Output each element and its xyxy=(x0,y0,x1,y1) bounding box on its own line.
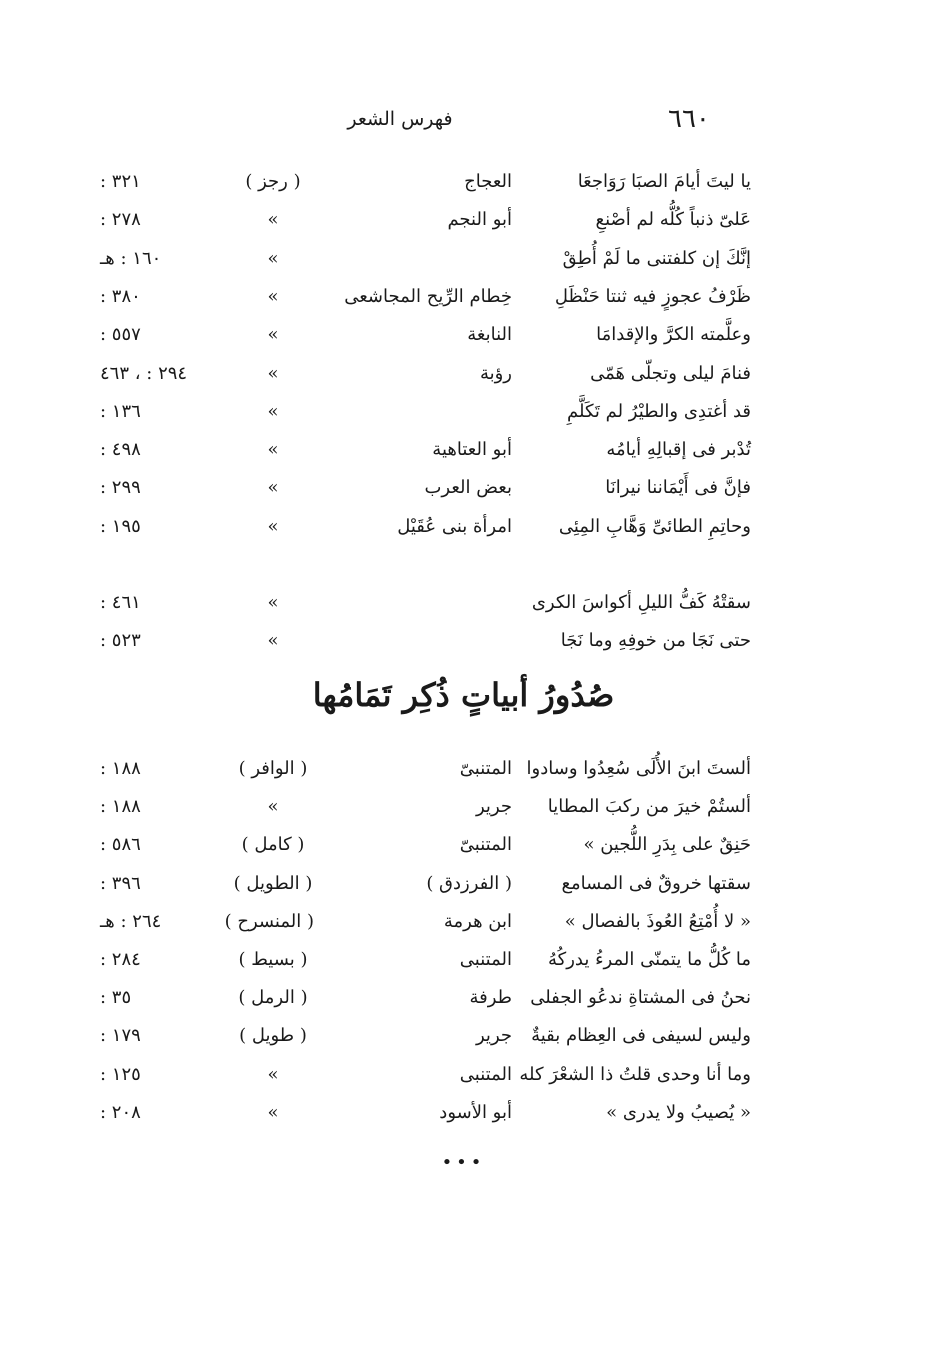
poet-name: بعض العرب xyxy=(424,477,512,499)
meter-label: » xyxy=(267,209,279,231)
end-ornament: ••• xyxy=(441,1152,486,1173)
verse-text: تُدْبر فى إقبالِهِ أيامُه xyxy=(606,439,751,461)
page-reference: ٥٥٧ : xyxy=(100,324,141,346)
page-reference: ١٨٨ : xyxy=(100,758,141,779)
verse-text: « يُصيبُ ولا يدرى » xyxy=(606,1101,751,1123)
poet-name: النابغة xyxy=(467,324,512,346)
verse-text: يا ليتَ أيامَ الصبَا رَوَاجعَا xyxy=(577,171,751,192)
verse-text: فنامَ ليلى وتجلّى هَمّى xyxy=(590,362,751,384)
meter-label: » xyxy=(267,592,279,613)
verse-text: حَنِقٌ على بِدَرِ اللُّجين » xyxy=(583,834,751,856)
page-reference: ٢٩٩ : xyxy=(100,477,141,499)
page-header xyxy=(0,104,927,138)
verse-row xyxy=(0,827,927,863)
verse-text: ألستُمْ خيرَ من ركبَ المطايا xyxy=(547,796,751,818)
page-reference: ٢٩٤ : ، ٤٦٣ xyxy=(100,362,188,384)
poet-name: رؤبة xyxy=(479,362,512,384)
meter-label: » xyxy=(267,630,279,651)
poet-name: أبو النجم xyxy=(447,209,512,231)
verse-row xyxy=(0,470,927,506)
poet-name: جرير xyxy=(476,796,512,818)
verse-row xyxy=(0,980,927,1016)
verse-text: سقتها خروقٌ فى المسامع xyxy=(561,872,751,894)
meter-label: » xyxy=(267,285,279,307)
verse-row xyxy=(0,904,927,940)
verse-row xyxy=(0,1057,927,1093)
meter-label: ( المنسرح ) xyxy=(224,910,314,932)
page-reference: ١٢٥ : xyxy=(100,1063,141,1085)
page-reference: ١٧٩ : xyxy=(100,1025,141,1047)
verse-text: وعلَّمته الكرَّ والإقدامَا xyxy=(596,324,751,346)
page-reference: ١٨٨ : xyxy=(100,796,141,818)
verse-row xyxy=(0,585,927,621)
meter-label: ( رجز ) xyxy=(245,171,301,192)
meter-label: » xyxy=(267,796,279,818)
page-reference: ١٦٠ : هـ xyxy=(100,247,162,269)
poet-name: ابن هرمة xyxy=(443,910,512,932)
verse-row xyxy=(0,356,927,392)
verse-text: وحاتِمِ الطائىِّ وَهَّابِ المِئِى xyxy=(558,515,751,537)
poet-name: أبو الأسود xyxy=(439,1101,512,1123)
verse-text: ظَرْفُ عجوزٍ فيه ثنتا حَنْظَلِ xyxy=(554,285,751,307)
page-reference: ٤٦١ : xyxy=(100,592,141,613)
verse-text: « لا أُمْتِعُ العُوذَ بالفصال » xyxy=(564,910,751,932)
verse-row xyxy=(0,789,927,825)
poet-name: ( الفرزدق ) xyxy=(426,872,512,894)
verse-row xyxy=(0,942,927,978)
verse-row xyxy=(0,202,927,238)
poet-name: المتنبى xyxy=(459,949,512,970)
poet-name: المتنبىّ xyxy=(459,834,512,856)
page-reference: ٣٨٠ : xyxy=(100,285,141,307)
page-reference: ٢٧٨ : xyxy=(100,209,141,231)
page-reference: ٥٨٦ : xyxy=(100,834,141,856)
running-title: فهرس الشعر xyxy=(347,108,453,130)
meter-label: » xyxy=(267,439,279,461)
meter-label: ( بسيط ) xyxy=(238,949,308,970)
page-reference: ١٩٥ : xyxy=(100,515,141,537)
section-title: صُدُورُ أبياتٍ ذُكِر تَمَامُها xyxy=(312,676,615,714)
poet-name: طرفة xyxy=(469,987,512,1009)
verse-text: نحنُ فى المشتاةِ ندعُو الجفلى xyxy=(530,987,751,1009)
verse-text: وما أنا وحدى قلتُ ذا الشعْرَ كله xyxy=(519,1063,751,1085)
verse-text: قد أغتدِى والطيْرُ لم تَكَلَّمِ xyxy=(567,400,751,422)
page-reference: ٢٦٤ : هـ xyxy=(100,910,162,932)
poet-name: العجاج xyxy=(464,171,512,192)
poet-name: خِطام الرِّيح المجاشعى xyxy=(344,285,512,307)
poet-name: امرأة بنى عُقَيْل xyxy=(397,515,512,537)
verse-text: إنَّكَ إن كلفتنى ما لَمْ أُطِقْ xyxy=(562,247,751,269)
verse-text: ما كُلُّ ما يتمنّى المرءُ يدركُهُ xyxy=(547,949,751,970)
meter-label: ( كامل ) xyxy=(241,834,305,856)
verse-row xyxy=(0,509,927,545)
verse-row xyxy=(0,394,927,430)
page-reference: ٢٨٤ : xyxy=(100,949,141,970)
page-reference: ٥٢٣ : xyxy=(100,630,141,651)
page-reference: ٣٢١ : xyxy=(100,171,141,192)
meter-label: » xyxy=(267,362,279,384)
page-number: ٦٦٠ xyxy=(668,104,710,134)
meter-label: » xyxy=(267,1063,279,1085)
meter-label: » xyxy=(267,477,279,499)
verse-text: ألستَ ابنَ الأُلَى سُعِدُوا وسادوا xyxy=(526,758,751,779)
verse-row xyxy=(0,432,927,468)
poet-name: جرير xyxy=(476,1025,512,1047)
verse-row xyxy=(0,279,927,315)
poet-name: المتنبىّ xyxy=(459,758,512,779)
verse-row xyxy=(0,1095,927,1131)
verse-text: فإنَّ فى أَيْمَاننا نيرانَا xyxy=(605,477,751,499)
page-reference: ١٣٦ : xyxy=(100,400,141,422)
meter-label: » xyxy=(267,515,279,537)
meter-label: ( الطويل ) xyxy=(233,872,313,894)
verse-row xyxy=(0,623,927,659)
verse-text: حتى نَجَا من خوفِهِ وما نَجَا xyxy=(560,630,751,651)
meter-label: » xyxy=(267,400,279,422)
meter-label: » xyxy=(267,1101,279,1123)
meter-label: » xyxy=(267,324,279,346)
poet-name: المتنبى xyxy=(459,1063,512,1085)
verse-text: وليس لسيفى فى العِظام بقيةٌ xyxy=(531,1025,751,1047)
poet-name: أبو العتاهية xyxy=(432,439,512,461)
verse-text: عَلىّ ذنباً كُلُّه لم أصْنعِ xyxy=(595,209,751,231)
verse-row xyxy=(0,164,927,200)
meter-label: ( طويل ) xyxy=(239,1025,307,1047)
page-reference: ٢٠٨ : xyxy=(100,1101,141,1123)
page-reference: ٣٩٦ : xyxy=(100,872,141,894)
verse-row xyxy=(0,866,927,902)
verse-row xyxy=(0,1018,927,1054)
meter-label: » xyxy=(267,247,279,269)
verse-row xyxy=(0,241,927,277)
meter-label: ( الوافر ) xyxy=(238,758,308,779)
verse-row xyxy=(0,751,927,787)
page-reference: ٤٩٨ : xyxy=(100,439,141,461)
verse-row xyxy=(0,317,927,353)
verse-text: سقتْهُ كَفُّ الليلِ أكواسَ الكرى xyxy=(531,592,751,613)
meter-label: ( الرمل ) xyxy=(238,987,308,1009)
page-reference: ٣٥ : xyxy=(100,987,132,1009)
